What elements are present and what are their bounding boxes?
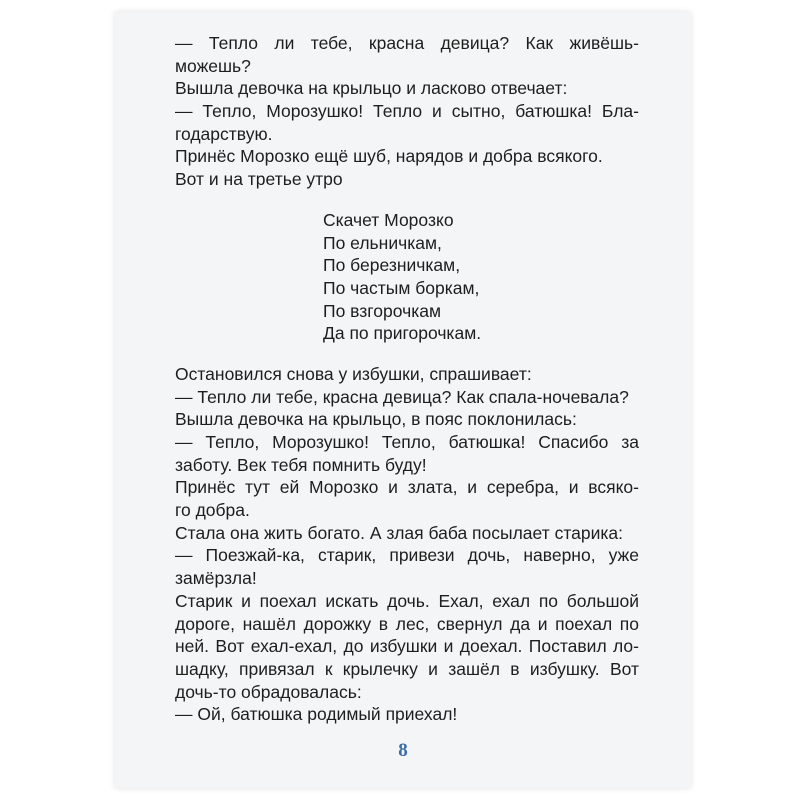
text-line: Вышла девочка на крыльцо и ласково отвечает: [175,78,568,99]
text-line: — Тепло ли тебе, красна девица? Как спала-ночевала? [175,386,629,407]
text-line: — Ой, батюшка родимый приехал! [175,704,458,725]
text-line: ней. Вот ехал-ехал, до избушки и доехал. Поставил ло- [175,636,639,657]
page-number: 8 [398,740,408,761]
text-line: Остановился снова у избушки, спрашивает: [175,363,532,384]
text-line: Вышла девочка на крыльцо, в пояс поклонилась: [175,409,577,430]
poem-line: Скачет Морозко [323,209,454,230]
text-line: — Поезжай-ка, старик, привези дочь, наверно, уже [175,545,639,566]
poem-line: По взгорочкам [323,300,442,321]
text-line: замёрзла! [175,568,257,589]
poem-line: По березничкам, [323,255,461,276]
poem [175,209,639,345]
text-line: заботу. Век тебя помнить буду! [175,454,427,475]
book-page [115,12,691,788]
text-line: — Тепло ли тебе, красна девица? Как живёшь- [175,33,639,53]
text-line: Принёс тут ей Морозко и злата, и серебра, и всяко- [175,477,639,498]
text-line: Вот и на третье утро [175,169,343,190]
text-line: Принёс Морозко ещё шуб, нарядов и добра всякого. [175,146,603,167]
text-line: дороге, нашёл дорожку в лес, свернул да и поехал по [175,613,639,634]
poem-line: Да по пригорочкам. [323,323,482,344]
poem-line: По частым боркам, [323,277,480,298]
text-line: годарствую. [175,123,273,144]
text-line: — Тепло, Морозушко! Тепло, батюшка! Спасибо за [175,432,639,452]
poem-line: По ельничкам, [323,232,442,253]
text-line: го добра. [175,500,250,521]
top-paragraphs [175,32,639,191]
text-line: можешь? [175,55,251,76]
text-line: — Тепло, Морозушко! Тепло и сытно, батюшка! Бла- [175,101,639,122]
bottom-paragraphs [175,363,639,726]
text-line: Стала она жить богато. А злая баба посылает старика: [175,522,624,543]
page-text [175,32,639,726]
text-line: дочь-то обрадовалась: [175,681,362,702]
text-line: шадку, привязал к крылечку и зашёл в избушку. Вот [175,658,639,679]
text-line: Старик и поехал искать дочь. Ехал, ехал по большой [175,590,639,611]
